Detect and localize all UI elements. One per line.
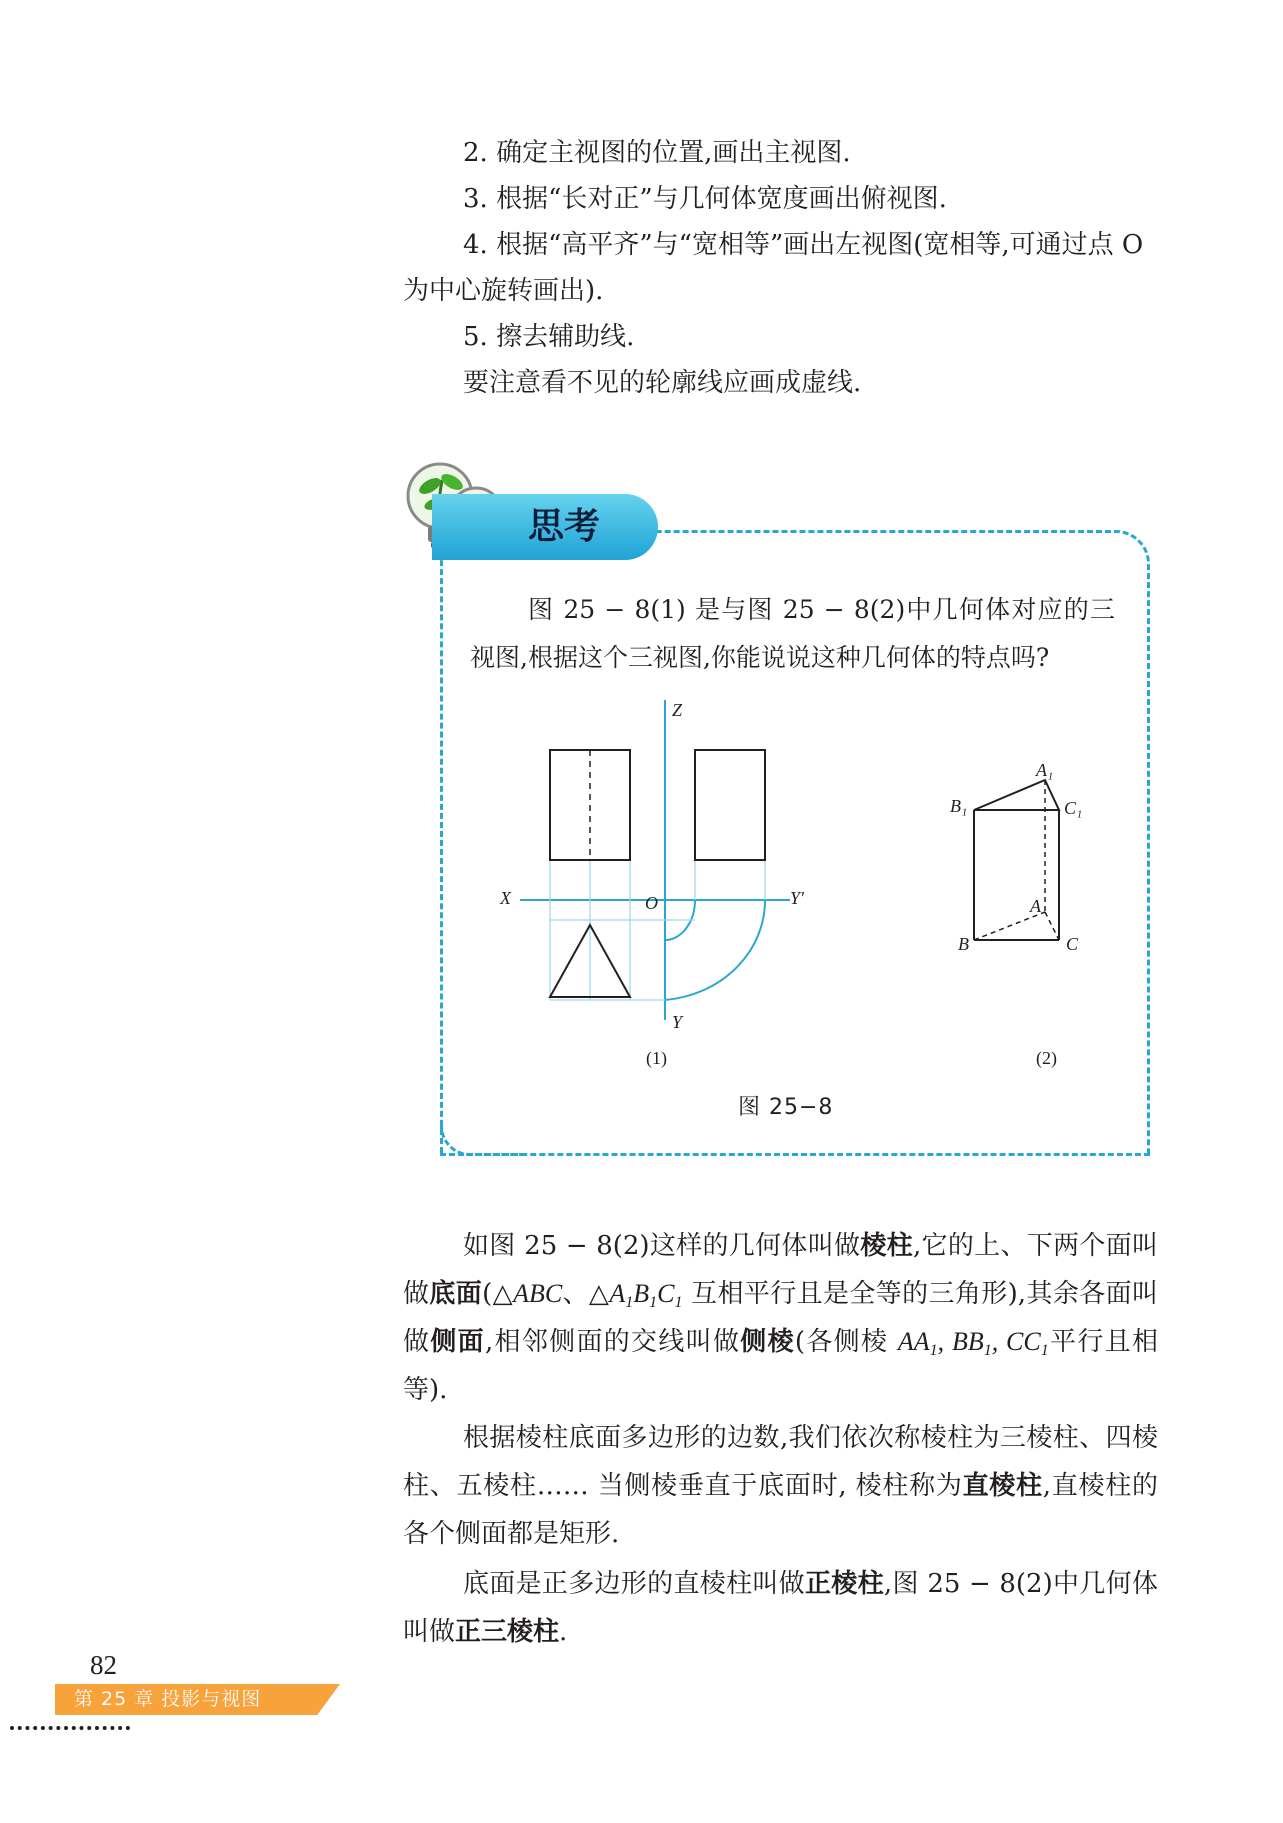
vertex-label-a1: A₁ xyxy=(1036,760,1054,780)
step-4: 4. 根据“高平齐”与“宽相等”画出左视图(宽相等,可通过点 O 为中心旋转画出). xyxy=(403,230,1144,306)
text-run: . xyxy=(559,1617,568,1647)
axis-label-x: X xyxy=(500,888,511,908)
subfigure-label-1: (1) xyxy=(646,1048,667,1068)
vertex-label-b: B xyxy=(958,934,969,954)
step-5: 5. 擦去辅助线. xyxy=(463,322,635,352)
step-3: 3. 根据“长对正”与几何体宽度画出俯视图. xyxy=(463,184,947,214)
triangular-prism-drawing xyxy=(960,760,1083,960)
hidden-line-note: 要注意看不见的轮廓线应画成虚线. xyxy=(463,368,862,398)
axis-label-y: Y xyxy=(672,1012,683,1032)
paragraph-prism-definition xyxy=(403,1222,1158,1414)
term-prism: 棱柱 xyxy=(860,1231,913,1261)
think-label: 思考 xyxy=(432,494,658,560)
text-run: 平行且相等). xyxy=(403,1327,1158,1405)
axis-label-z: Z xyxy=(672,700,683,720)
text-run: 互相平行且是全等的三角形),其余各面叫做 xyxy=(403,1279,1158,1357)
subfigure-label-2: (2) xyxy=(1036,1048,1057,1068)
text-run: 、△ xyxy=(562,1279,610,1309)
step-2: 2. 确定主视图的位置,画出主视图. xyxy=(463,138,851,168)
math-abc: ABC xyxy=(513,1279,563,1308)
term-base: 底面 xyxy=(429,1279,483,1309)
math-lateral-edges: $AA_1$, $BB_1$, $CC_1$ xyxy=(897,1327,1049,1359)
term-right-prism: 直棱柱 xyxy=(962,1471,1043,1501)
paragraph-prism-types xyxy=(403,1414,1158,1558)
text-run: 底面是正多边形的直棱柱叫做 xyxy=(463,1569,805,1599)
steps-list xyxy=(403,130,1158,406)
think-box-corner xyxy=(440,1120,523,1156)
term-lateral-edge: 侧棱 xyxy=(740,1327,795,1357)
axis-label-o: O xyxy=(645,893,658,913)
vertex-label-b1: B₁ xyxy=(950,796,968,816)
vertex-label-c1: C₁ xyxy=(1064,798,1083,818)
page-number: 82 xyxy=(90,1650,117,1680)
vertex-label-c: C xyxy=(1066,934,1079,954)
text-run: ,它的上、下两个面叫做 xyxy=(403,1231,1158,1309)
text-run: ,直棱柱的各个侧面都是矩形. xyxy=(403,1471,1158,1549)
text-run: ,图 25 − 8(2)中几何体叫做 xyxy=(403,1569,1158,1647)
text-run: (各侧棱 xyxy=(794,1327,898,1357)
math-a1b1c1: $A_1B_1C_1$ xyxy=(609,1279,683,1311)
figure-caption: 图 25−8 xyxy=(738,1095,834,1120)
text-run: (△ xyxy=(482,1279,514,1309)
footer-dots xyxy=(10,1726,130,1730)
term-lateral-face: 侧面 xyxy=(430,1327,485,1357)
think-question: 图 25 − 8(1) 是与图 25 − 8(2)中几何体对应的三视图,根据这个三视图,你能说说这种几何体的特点吗? xyxy=(470,595,1115,672)
text-run: 如图 25 − 8(2)这样的几何体叫做 xyxy=(463,1231,861,1261)
three-view-drawing xyxy=(490,700,830,1040)
paragraph-regular-prism xyxy=(403,1560,1158,1656)
text-run: 根据棱柱底面多边形的边数,我们依次称棱柱为三棱柱、四棱柱、五棱柱…… 当侧棱垂直于底面时, 棱柱称为 xyxy=(403,1423,1158,1501)
axis-label-y-prime: Y′ xyxy=(790,888,804,908)
term-regular-triangular-prism: 正三棱柱 xyxy=(455,1617,560,1647)
term-regular-prism: 正棱柱 xyxy=(804,1569,884,1599)
text-run: ,相邻侧面的交线叫做 xyxy=(484,1327,741,1357)
chapter-label: 第 25 章 投影与视图 xyxy=(74,1688,262,1710)
vertex-label-a: A xyxy=(1030,896,1041,916)
